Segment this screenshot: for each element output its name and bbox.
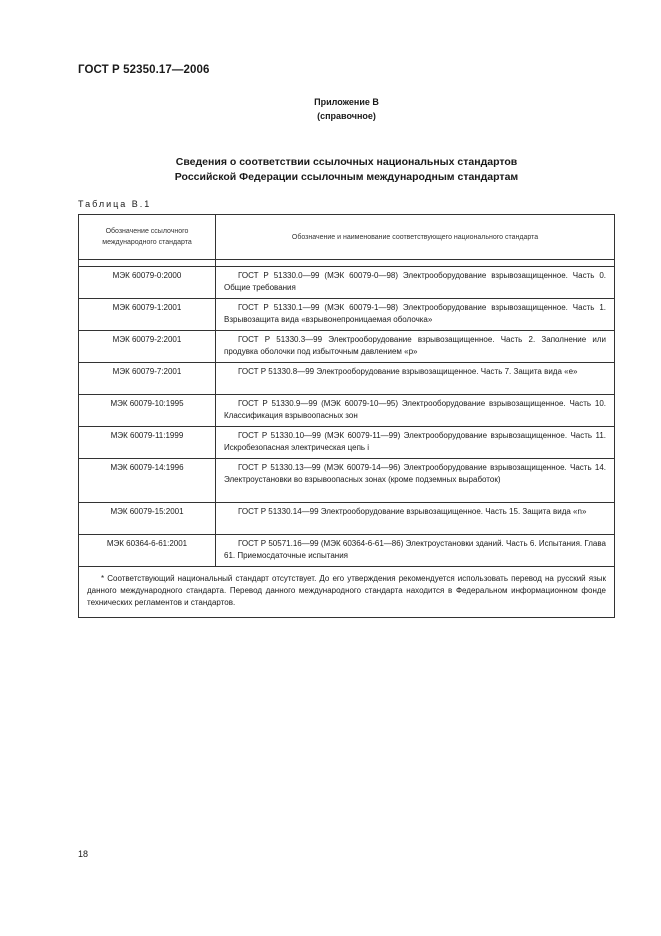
standards-table [78, 214, 615, 618]
intl-standard: МЭК 60079-7:2001 [79, 363, 216, 395]
page-number: 18 [78, 849, 89, 859]
appendix-heading [0, 95, 661, 123]
spacer-cell [216, 260, 615, 267]
national-standard: ГОСТ Р 51330.8—99 Электрооборудование взрывозащищенное. Часть 7. Защита вида «е» [216, 363, 615, 395]
table-row [79, 267, 615, 299]
intl-standard: МЭК 60079-11:1999 [79, 427, 216, 459]
intl-standard: МЭК 60079-14:1996 [79, 459, 216, 503]
national-standard: ГОСТ Р 51330.1—99 (МЭК 60079-1—98) Электрооборудование взрывозащищенное. Часть 1. Взрывозащита вида «взрывонепроницаемая оболочка» [216, 299, 615, 331]
national-standard: ГОСТ Р 51330.3—99 Электрооборудование взрывозащищенное. Часть 2. Заполнение или продувка оболочки под избыточным давлением «р» [216, 331, 615, 363]
table-row [79, 331, 615, 363]
national-standard: ГОСТ Р 51330.0—99 (МЭК 60079-0—98) Электрооборудование взрывозащищенное. Часть 0. Общие требования [216, 267, 615, 299]
header-international: Обозначение ссылочного международного стандарта [79, 215, 216, 260]
appendix-label: Приложение В [314, 97, 379, 107]
table-row [79, 363, 615, 395]
national-standard: ГОСТ Р 50571.16—99 (МЭК 60364-6-61—86) Электроустановки зданий. Часть 6. Испытания. Глава 61. Приемосдаточные испытания [216, 535, 615, 567]
table-row [79, 299, 615, 331]
title-line-1: Сведения о соответствии ссылочных национальных стандартов [175, 156, 518, 168]
table-row [79, 535, 615, 567]
national-standard: ГОСТ Р 51330.14—99 Электрооборудование взрывозащищенное. Часть 15. Защита вида «n» [216, 503, 615, 535]
intl-standard: МЭК 60079-15:2001 [79, 503, 216, 535]
intl-standard: МЭК 60079-0:2000 [79, 267, 216, 299]
document-code: ГОСТ Р 52350.17—2006 [78, 64, 210, 76]
intl-standard: МЭК 60079-1:2001 [79, 299, 216, 331]
title-line-2: Российской Федерации ссылочным международным стандартам [174, 171, 519, 183]
appendix-type: (справочное) [317, 111, 376, 121]
national-standard: ГОСТ Р 51330.13—99 (МЭК 60079-14—96) Электрооборудование взрывозащищенное. Часть 14. Электроустановки во взрывоопасных зонах (кроме подземных выработок) [216, 459, 615, 503]
table-footnote: * Соответствующий национальный стандарт отсутствует. До его утверждения рекомендуется использовать перевод на русский язык данного международного стандарта. Перевод данного международного стандарта находится в Федеральном информационном фонде технических регламентов и стандартов. [79, 567, 615, 618]
table-row [79, 459, 615, 503]
national-standard: ГОСТ Р 51330.10—99 (МЭК 60079-11—99) Электрооборудование взрывозащищенное. Часть 11. Искробезопасная электрическая цепь i [216, 427, 615, 459]
table-label: Таблица В.1 [78, 199, 152, 209]
header-national: Обозначение и наименование соответствующего национального стандарта [216, 215, 615, 260]
table-row [79, 395, 615, 427]
intl-standard: МЭК 60079-10:1995 [79, 395, 216, 427]
section-title [0, 155, 661, 185]
table-row [79, 427, 615, 459]
table-row [79, 503, 615, 535]
spacer-cell [79, 260, 216, 267]
intl-standard: МЭК 60079-2:2001 [79, 331, 216, 363]
intl-standard: МЭК 60364-6-61:2001 [79, 535, 216, 567]
national-standard: ГОСТ Р 51330.9—99 (МЭК 60079-10—95) Электрооборудование взрывозащищенное. Часть 10. Классификация взрывоопасных зон [216, 395, 615, 427]
